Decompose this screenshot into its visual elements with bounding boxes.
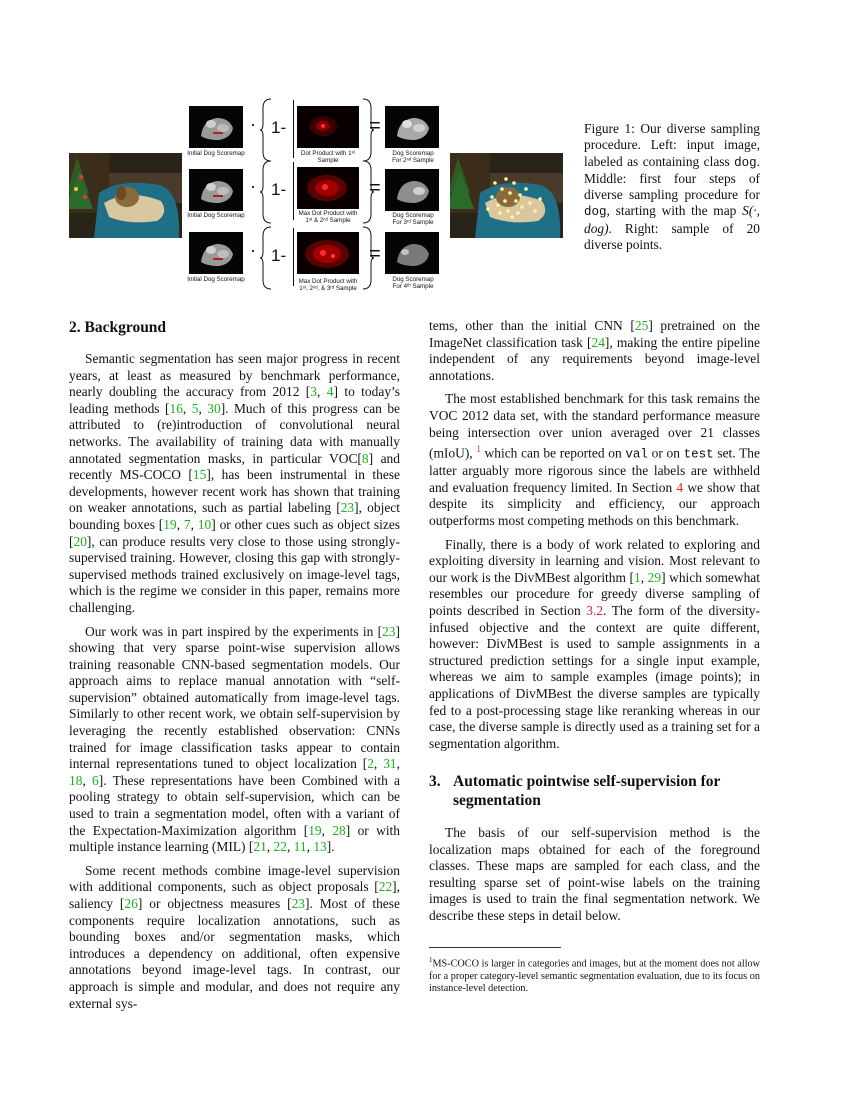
figure-caption: Figure 1: Our diverse sampling procedure. Left: input image, labeled as containing class dog. Middle: first four steps of diverse sampling procedure for dog, starting with the map S(·, dog). Right: sample of 20 diverse points. [584,121,760,253]
row3-one-minus: 1- [271,246,287,265]
row1-dot: · [250,114,256,134]
right-para-2: Finally, there is a body of work related to exploring and exploiting diversity in learning and vision. Most relevant to our work is the DivMBest algorithm [1, 29] which somewhat resembles our procedure for greedy diverse sampling of points described in Section 3.2. The form of the diversity-infused objective and the context are quite different, however: DivMBest is used to sample assignments in a structured prediction settings for a single input example, whereas we aim to sample examples (image points); in applications of DivMBest the diverse samples are typically fed to a post-processing stage like reranking whereas in our case, the diverse sample is directly used as a training set for a segmentation algorithm. [429,536,760,751]
dot-product-map-1 [297,106,359,148]
row1-right-label: Dog Scoremap For 2ⁿᵈ Sample [392,150,434,164]
dot-product-map-3 [297,232,359,274]
initial-scoremap-3 [189,232,243,274]
row3-left-label: Initial Dog Scoremap [187,276,245,283]
sec2-para-3: Some recent methods combine image-level supervision with additional components, such as object proposals [22], saliency [26] or objectness measures [23]. Most of these components require localization annotations, such as bounding boxes and/or segmentation masks, which introduces a dependency on additional, often expensive annotations beyond image-level tags. In contrast, our approach is simple and modular, and does not require any external sys- [69,862,400,1011]
row3-equals: = [369,243,381,265]
row3-bar [293,228,294,286]
row1-equals: = [369,115,381,137]
row2-dot: · [250,176,256,196]
dot-product-map-2 [297,167,359,209]
dog-scoremap-3 [385,169,439,211]
row3-mid-label: Max Dot Product with 1ˢᵗ, 2ⁿᵈ, & 3ʳᵈ Sample [298,278,358,292]
left-column [69,351,400,1012]
input-dog-photo [69,153,182,238]
sec3-paragraph: The basis of our self-supervision method is the localization maps obtained for each of the foreground classes. These maps are sampled for each class, and the resulting sparse set of point-wise labels on the training images is used to train the final segmentation network. We describe these steps in detail below. [429,825,760,923]
initial-scoremap-1 [189,106,243,148]
figure-1 [0,0,850,300]
row1-mid-label: Dot Product with 1ˢᵗ Sample [300,150,356,164]
row2-right-label: Dog Scoremap For 3ʳᵈ Sample [392,212,434,226]
row3-right-label: Dog Scoremap For 4ᵗʰ Sample [392,276,434,290]
dog-scoremap-4 [385,232,439,274]
dog-scoremap-2 [385,106,439,148]
row2-one-minus: 1- [271,180,287,199]
right-para-0: tems, other than the initial CNN [25] pretrained on the ImageNet classification task [24], making the entire pipeline independent of any requirements beyond image-level annotations. [429,318,760,383]
row2-left-label: Initial Dog Scoremap [187,212,245,219]
row2-equals: = [369,177,381,199]
right-column [429,318,760,752]
row2-mid-label: Max Dot Product with 1ˢᵗ & 2ⁿᵈ Sample [298,210,358,224]
right-para-1: The most established benchmark for this task remains the VOC 2012 data set, with the standard performance measure being intersection over union averaged over 21 classes (mIoU), $^1$ which can be reported on val or on test set. The latter arguably more rigorous since the labels are withheld and evaluation frequency limited. In Section 4 we show that despite its simplicity and efficiency, our approach outperforms most competing methods on this benchmark. [429,391,760,529]
initial-scoremap-2 [189,169,243,211]
output-sample-photo [450,153,563,238]
row1-bar [293,100,294,158]
row2-bar [293,162,294,220]
row1-one-minus: 1- [271,118,287,137]
sec2-para-1: Semantic segmentation has seen major progress in recent years, at least as measured by benchmark performance, nearly doubling the accuracy from 2012 [3, 4] to today’s leading methods [16, 5, 30]. Much of this progress can be attributed to (re)introduction of convolutional neural networks. The availability of training data with manually annotated segmentation masks, in particular VOC[8] and recently MS-COCO [15], has been instrumental in these developments, however recent work has shown that training on weaker annotations, such as partial labeling [23], object bounding boxes [19, 7, 10] or other cues such as object sizes [20], can produce results very close to those using strongly-supervised training. However, closing this gap with strongly-supervised methods trained exclusively on image-level tags, which is the regime we consider in this paper, remains more challenging. [69,351,401,615]
footnote-rule [429,947,561,948]
row1-left-label: Initial Dog Scoremap [187,150,245,157]
section-2-heading: 2. Background [69,319,167,336]
section-3-heading: 3. Automatic pointwise self-supervision for segmentation [429,773,721,809]
sec2-para-2: Our work was in part inspired by the experiments in [23] showing that very sparse point-wise supervision allows training reasonable CNN-based segmentation models. Our approach aims to replace manual annotation with “self-supervision” obtained automatically from image-level tags. Similarly to other recent work, we obtain self-supervision by leveraging the recently established observation: CNNs trained for image classification tasks appear to contain internal representations tuned to object localization [2, 31, 18, 6]. These representations have been Combined with a pooling strategy to obtain self-supervision, which can be used to train a segmentation model, often with a variant of the Expectation-Maximization algorithm [19, 28] or with multiple instance learning (MIL) [21, 22, 11, 13]. [69,623,401,855]
row3-dot: · [250,240,256,260]
footnote: $^1$MS-COCO is larger in categories and images, but at the moment does not allow for a proper category-level semantic segmentation evaluation, due to its focus on instance-level detection. [429,956,760,995]
